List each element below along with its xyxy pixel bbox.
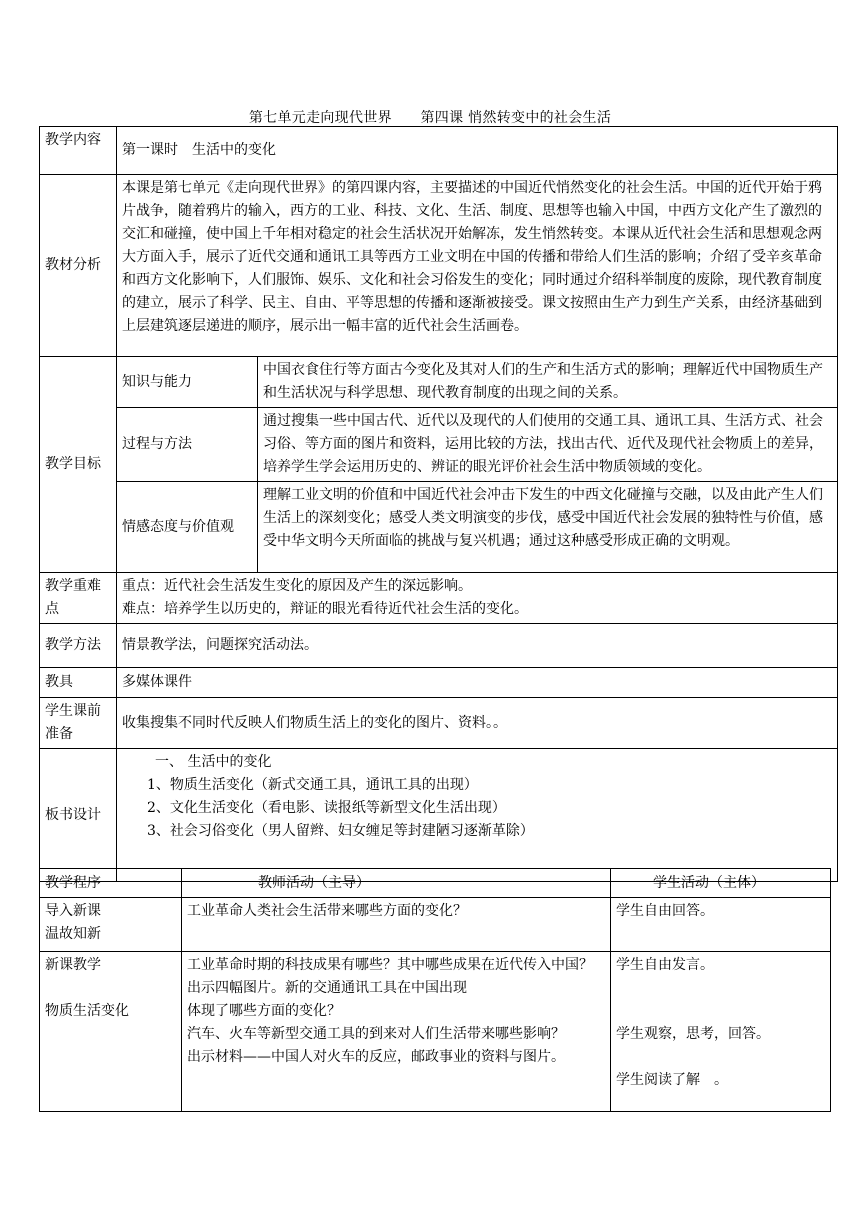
student-line [616,1000,825,1023]
goal-knowledge-value: 中国衣食住行等方面古今变化及其对人们的生产和生活方式的影响；理解近代中国物质生产和生活状况与科学思想、现代教育制度的出现之间的关系。 [258,357,838,408]
board-label: 板书设计 [40,749,117,882]
process-row-stage [40,898,182,952]
process-row-student [611,898,831,952]
student-line [616,977,825,1000]
difficult-point: 难点：培养学生以历史的，辩证的眼光看待近代社会生活的变化。 [122,601,528,617]
tools-value: 多媒体课件 [117,668,838,698]
method-label: 教学方法 [40,624,117,668]
key-difficult-cell [117,573,838,624]
stage-line: 温故知新 [45,926,101,942]
teacher-line: 体现了哪些方面的变化？ [187,1003,341,1019]
student-line: 学生观察，思考，回答。 [616,1026,770,1042]
stage-line: 新课教学 [45,957,101,973]
lesson-plan-table [39,126,838,882]
page-title: 第七单元走向现代世界 第四课 悄然转变中的社会生活 [248,110,612,126]
process-row-teacher [182,898,611,952]
board-line: 2、文化生活变化（看电影、读报纸等新型文化生活出现） [147,800,506,816]
board-line: 一、 生活中的变化 [155,754,272,770]
goal-process-value: 通过搜集一些中国古代、近代以及现代的人们使用的交通工具、通讯工具、生活方式、社会习俗、等方面的图片和资料，运用比较的方法，找出古代、近代及现代社会物质上的差异，培养学生学会运用历史的、辨证的眼光评价社会生活中物质领域的变化。 [258,408,838,482]
goal-attitude-label: 情感态度与价值观 [117,482,258,573]
method-value: 情景教学法，问题探究活动法。 [117,624,838,668]
student-line: 学生阅读了解 。 [616,1072,728,1088]
prep-label: 学生课前准备 [40,698,117,749]
prep-value: 收集搜集不同时代反映人们物质生活上的变化的图片、资料。。 [117,698,838,749]
student-line: 学生自由发言。 [616,957,714,973]
process-row-teacher [182,952,611,1112]
board-line: 1、物质生活变化（新式交通工具，通讯工具的出现） [147,777,478,793]
key-label: 教学重难点 [40,573,117,624]
board-line: 3、社会习俗变化（男人留辫、妇女缠足等封建陋习逐渐革除） [147,823,534,839]
tools-label: 教具 [40,668,117,698]
process-row-student [611,952,831,1112]
student-line [616,1046,825,1069]
content-label: 教学内容 [40,127,117,175]
process-header-student: 学生活动（主体） [611,869,831,898]
teacher-line: 汽车、火车等新型交通工具的到来对人们生活带来哪些影响？ [187,1026,565,1042]
content-value: 第一课时 生活中的变化 [117,127,838,175]
goal-knowledge-label: 知识与能力 [117,357,258,408]
goal-process-label: 过程与方法 [117,408,258,482]
key-point: 重点：近代社会生活发生变化的原因及产生的深远影响。 [122,578,472,594]
analysis-value: 本课是第七单元《走向现代世界》的第四课内容，主要描述的中国近代悄然变化的社会生活。中国的近代开始于鸦片战争，随着鸦片的输入，西方的工业、科技、文化、生活、制度、思想等也输入中国，中西方文化产生了激烈的交汇和碰撞，使中国上千年相对稳定的社会生活状况开始解冻，发生悄然转变。本课从近代社会生活和思想观念两大方面入手，展示了近代交通和通讯工具等西方工业文明在中国的传播和带给人们生活的影响；介绍了受辛亥革命和西方文化影响下，人们服饰、娱乐、文化和社会习俗发生的变化；同时通过介绍科举制度的废除，现代教育制度的建立，展示了科学、民主、自由、平等思想的传播和逐渐被接受。课文按照由生产力到生产关系，由经济基础到上层建筑逐层递进的顺序，展示出一幅丰富的近代社会生活画卷。 [117,175,838,357]
process-header-teacher: 教师活动（主导） [182,869,611,898]
process-row-stage [40,952,182,1112]
teacher-line: 工业革命人类社会生活带来哪些方面的变化？ [187,903,467,919]
process-header-stage: 教学程序 [40,869,182,898]
student-line: 学生自由回答。 [616,903,714,919]
process-table [39,868,831,1112]
teacher-line: 出示四幅图片。新的交通通讯工具在中国出现 [187,980,467,996]
stage-line: 物质生活变化 [45,1003,129,1019]
goal-attitude-value: 理解工业文明的价值和中国近代社会冲击下发生的中西文化碰撞与交融，以及由此产生人们生活上的深刻变化；感受人类文明演变的步伐，感受中国近代社会发展的独特性与价值，感受中华文明今天所面临的挑战与复兴机遇；通过这种感受形成正确的文明观。 [258,482,838,573]
board-design [117,749,838,882]
analysis-label: 教材分析 [40,175,117,357]
teacher-line: 工业革命时期的科技成果有哪些？其中哪些成果在近代传入中国？ [187,957,593,973]
teacher-line: 出示材料——中国人对火车的反应，邮政事业的资料与图片。 [187,1049,565,1065]
goals-label: 教学目标 [40,357,117,573]
stage-line: 导入新课 [45,903,101,919]
stage-line [45,977,176,1000]
